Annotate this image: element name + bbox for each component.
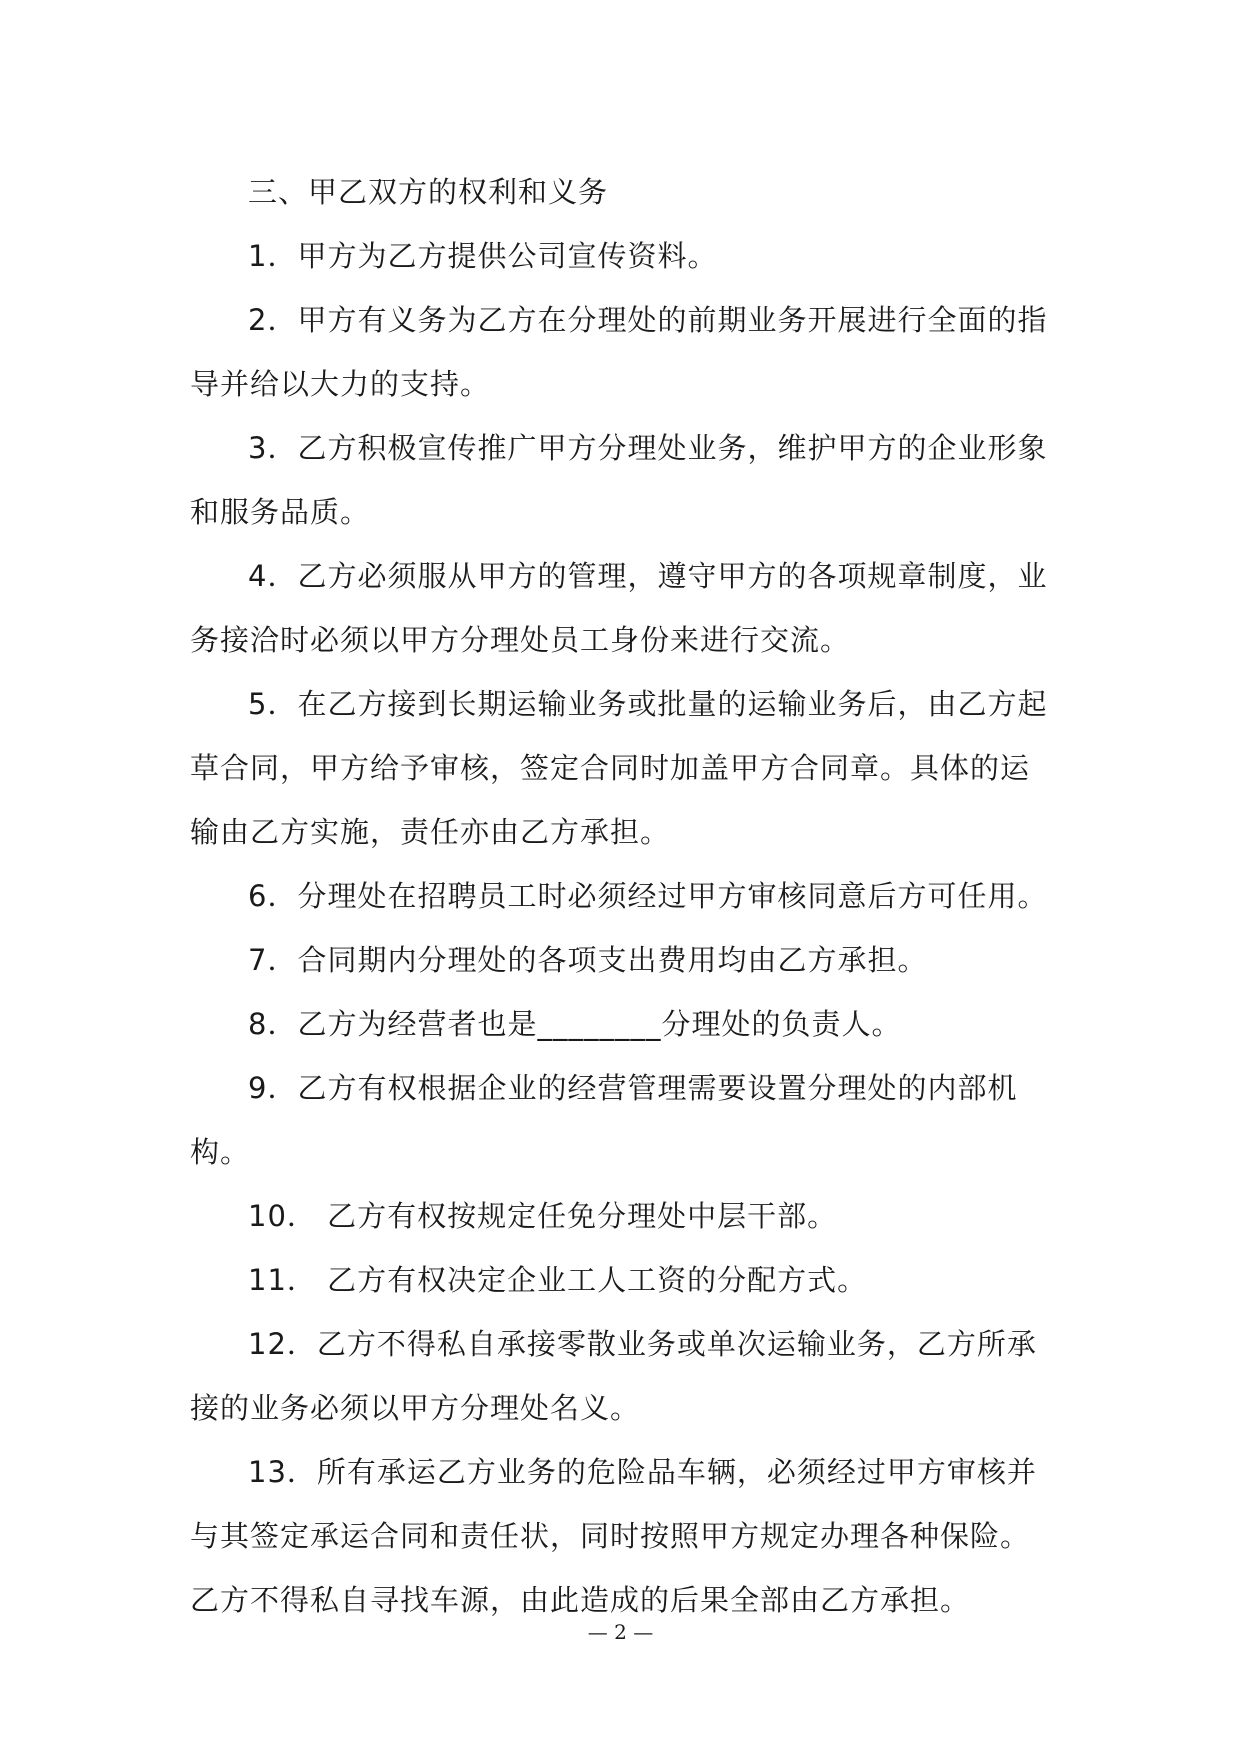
clause-10: 10． 乙方有权按规定任免分理处中层干部。 [248,1199,838,1233]
page-number: — 2 — [587,1620,654,1644]
clause-1: 1．甲方为乙方提供公司宣传资料。 [248,239,718,273]
section-heading: 三、甲乙双方的权利和义务 [248,175,609,209]
clause-4: 4．乙方必须服从甲方的管理，遵守甲方的各项规章制度，业务接洽时必须以甲方分理处员工身份来进行交流。 [190,559,1048,657]
clause-9: 9．乙方有权根据企业的经营管理需要设置分理处的内部机构。 [190,1071,1018,1169]
document-body [190,160,1052,1632]
clause-2: 2．甲方有义务为乙方在分理处的前期业务开展进行全面的指导并给以大力的支持。 [190,303,1048,401]
clause-5: 5．在乙方接到长期运输业务或批量的运输业务后，由乙方起草合同，甲方给予审核，签定合同时加盖甲方合同章。具体的运输由乙方实施，责任亦由乙方承担。 [190,687,1048,849]
clause-12: 12．乙方不得私自承接零散业务或单次运输业务，乙方所承接的业务必须以甲方分理处名义。 [190,1327,1037,1425]
clause-6: 6．分理处在招聘员工时必须经过甲方审核同意后方可任用。 [248,879,1048,913]
clause-3: 3．乙方积极宣传推广甲方分理处业务，维护甲方的企业形象和服务品质。 [190,431,1048,529]
clause-11: 11． 乙方有权决定企业工人工资的分配方式。 [248,1263,868,1297]
clause-7: 7．合同期内分理处的各项支出费用均由乙方承担。 [248,943,928,977]
clause-8: 8．乙方为经营者也是________分理处的负责人。 [248,1007,902,1041]
clause-13: 13．所有承运乙方业务的危险品车辆，必须经过甲方审核并与其签定承运合同和责任状，同时按照甲方规定办理各种保险。乙方不得私自寻找车源，由此造成的后果全部由乙方承担。 [190,1455,1037,1617]
